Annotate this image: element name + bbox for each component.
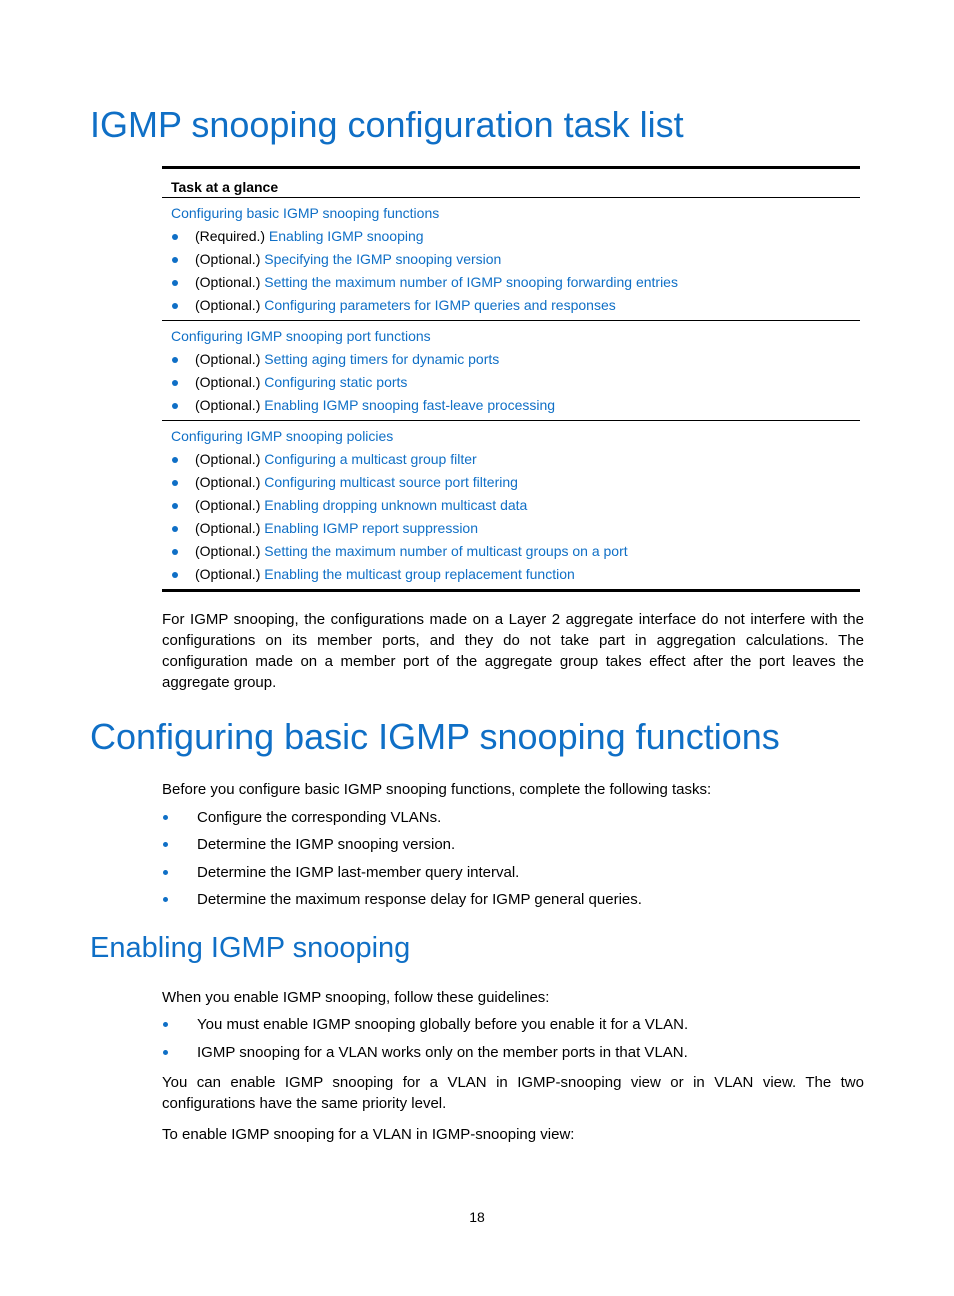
- aggregate-note-paragraph: For IGMP snooping, the configurations made on a Layer 2 aggregate interface do not interfere with the configurations on its member ports, and they do not take part in aggregation calculations. The configuration made on a member port of the aggregate group takes effect after the port leaves the aggregate group.: [162, 611, 864, 691]
- bullet-icon: [172, 549, 178, 555]
- bullet-icon: [172, 403, 178, 409]
- task-link[interactable]: Configuring parameters for IGMP queries and responses: [264, 297, 616, 313]
- task-status: (Optional.): [195, 297, 261, 313]
- task-status: (Optional.): [195, 351, 261, 367]
- task-item: [171, 248, 860, 271]
- list-item-text: Configure the corresponding VLANs.: [197, 809, 442, 826]
- task-status: (Optional.): [195, 274, 261, 290]
- task-item: [171, 517, 860, 540]
- task-status: (Optional.): [195, 543, 261, 559]
- guidelines-intro: When you enable IGMP snooping, follow these guidelines:: [162, 989, 550, 1006]
- bullet-icon: [172, 257, 178, 263]
- task-status: (Optional.): [195, 374, 261, 390]
- task-item: [171, 271, 860, 294]
- group-title-link[interactable]: Configuring IGMP snooping policies: [171, 428, 394, 444]
- task-status: (Optional.): [195, 474, 261, 490]
- task-status: (Required.): [195, 228, 266, 244]
- task-link[interactable]: Setting aging timers for dynamic ports: [264, 351, 500, 367]
- prerequisites-list: [162, 807, 864, 916]
- task-item: [171, 448, 860, 471]
- task-link[interactable]: Enabling the multicast group replacement function: [264, 566, 575, 582]
- task-item: [171, 540, 860, 563]
- task-status: (Optional.): [195, 497, 261, 513]
- task-link[interactable]: Enabling IGMP snooping fast-leave processing: [264, 397, 556, 413]
- bullet-icon: [172, 457, 178, 463]
- task-item: [171, 294, 860, 317]
- bullet-icon: [163, 1022, 168, 1027]
- bullet-icon: [172, 526, 178, 532]
- bullet-icon: [163, 815, 168, 820]
- task-link[interactable]: Setting the maximum number of IGMP snooping forwarding entries: [264, 274, 678, 290]
- table-bottom-rule: [162, 589, 860, 592]
- task-link[interactable]: Configuring multicast source port filtering: [264, 474, 518, 490]
- task-table: [162, 166, 860, 592]
- task-item: [171, 348, 860, 371]
- task-link[interactable]: Configuring a multicast group filter: [264, 451, 477, 467]
- page-number: 18: [469, 1209, 485, 1225]
- list-item-text: Determine the IGMP last-member query interval.: [197, 864, 520, 881]
- task-status: (Optional.): [195, 251, 261, 267]
- task-item: [171, 371, 860, 394]
- task-link[interactable]: Specifying the IGMP snooping version: [264, 251, 502, 267]
- task-status: (Optional.): [195, 451, 261, 467]
- task-item: [171, 394, 860, 417]
- bullet-icon: [172, 503, 178, 509]
- bullet-icon: [163, 870, 168, 875]
- list-item: [162, 834, 864, 862]
- task-group-policies: [162, 421, 860, 589]
- group-title-link[interactable]: Configuring IGMP snooping port functions: [171, 328, 431, 344]
- list-item: [162, 862, 864, 889]
- bullet-icon: [163, 1050, 168, 1055]
- bullet-icon: [163, 897, 168, 902]
- bullet-icon: [172, 280, 178, 286]
- task-item: [171, 563, 860, 586]
- table-header: Task at a glance: [171, 179, 279, 195]
- section-heading-task-list: IGMP snooping configuration task list: [90, 104, 684, 145]
- task-link[interactable]: Enabling IGMP report suppression: [264, 520, 478, 536]
- bullet-icon: [172, 357, 178, 363]
- task-group-port: [162, 321, 860, 420]
- bullet-icon: [163, 842, 168, 847]
- list-item-text: Determine the maximum response delay for IGMP general queries.: [197, 891, 642, 908]
- list-item: [162, 807, 864, 834]
- section-heading-enabling: Enabling IGMP snooping: [90, 932, 411, 964]
- task-item: [171, 471, 860, 494]
- procedure-intro: To enable IGMP snooping for a VLAN in IGMP-snooping view:: [162, 1126, 575, 1143]
- task-status: (Optional.): [195, 566, 261, 582]
- task-item: [171, 225, 860, 248]
- task-link[interactable]: Configuring static ports: [264, 374, 408, 390]
- task-item: [171, 494, 860, 517]
- bullet-icon: [172, 380, 178, 386]
- bullet-icon: [172, 303, 178, 309]
- list-item-text: You must enable IGMP snooping globally before you enable it for a VLAN.: [197, 1016, 689, 1033]
- task-link[interactable]: Enabling dropping unknown multicast data: [264, 497, 528, 513]
- group-title-link[interactable]: Configuring basic IGMP snooping functions: [171, 205, 440, 221]
- bullet-icon: [172, 480, 178, 486]
- bullet-icon: [172, 572, 178, 578]
- list-item: [162, 1042, 864, 1070]
- view-note-paragraph: You can enable IGMP snooping for a VLAN in IGMP-snooping view or in VLAN view. The two configurations have the same priority level.: [162, 1074, 864, 1112]
- task-link[interactable]: Setting the maximum number of multicast groups on a port: [264, 543, 628, 559]
- task-status: (Optional.): [195, 397, 261, 413]
- prerequisites-intro: Before you configure basic IGMP snooping functions, complete the following tasks:: [162, 781, 712, 798]
- guidelines-list: [162, 1014, 864, 1070]
- bullet-icon: [172, 234, 178, 240]
- list-item: [162, 1014, 864, 1042]
- section-heading-basic-functions: Configuring basic IGMP snooping functions: [90, 716, 780, 757]
- list-item-text: IGMP snooping for a VLAN works only on the member ports in that VLAN.: [197, 1044, 688, 1061]
- list-item: [162, 889, 864, 916]
- list-item-text: Determine the IGMP snooping version.: [197, 836, 456, 853]
- task-group-basic: [162, 198, 860, 320]
- task-status: (Optional.): [195, 520, 261, 536]
- task-link[interactable]: Enabling IGMP snooping: [268, 228, 424, 244]
